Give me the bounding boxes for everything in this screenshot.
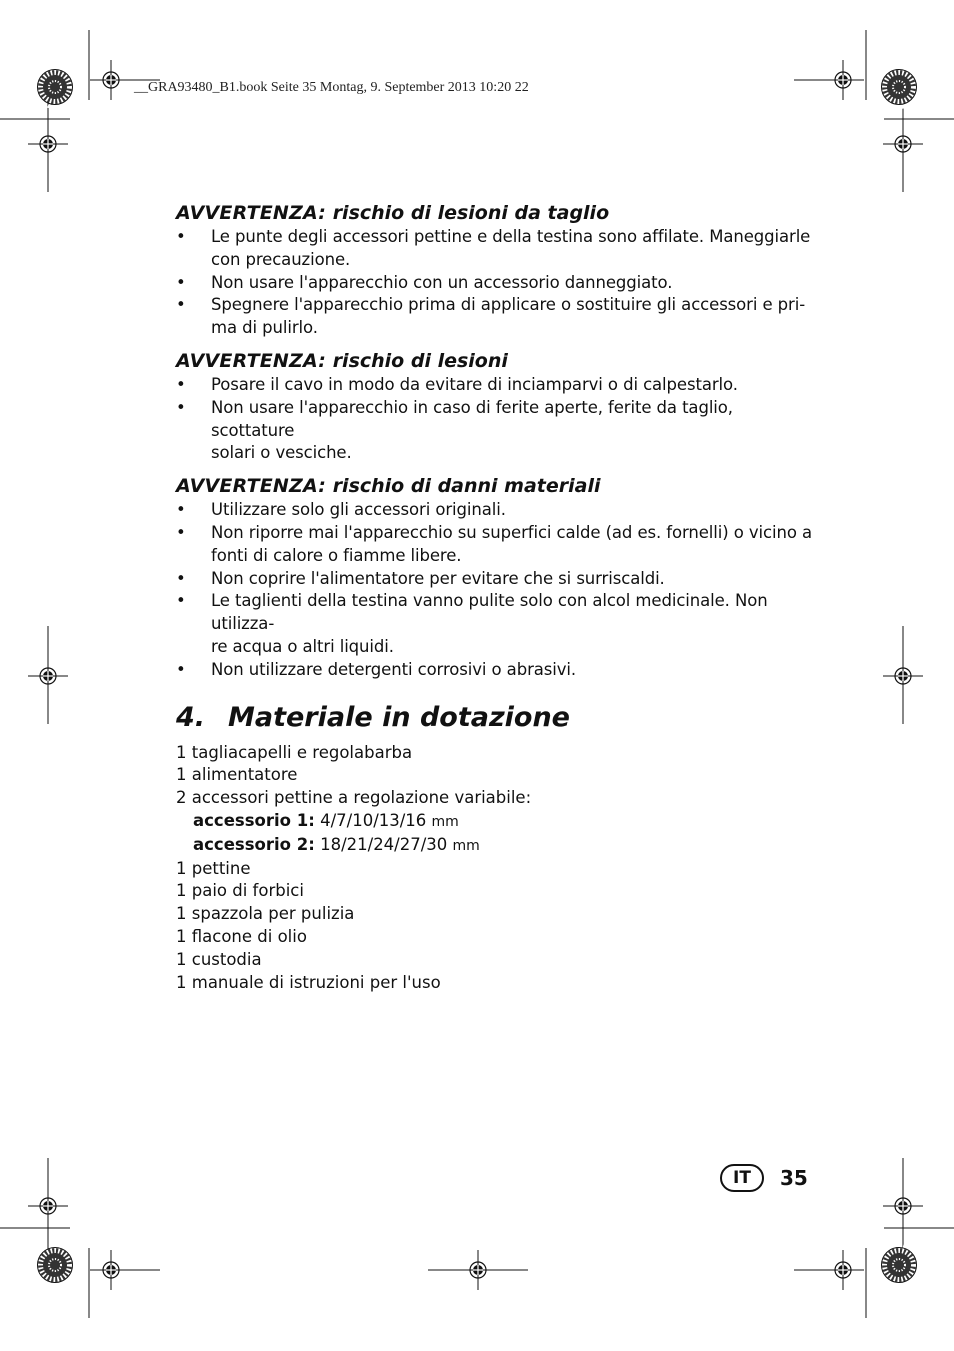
bullet-dot: • [176, 500, 186, 520]
warning-item [176, 397, 816, 465]
supply-item: 1 spazzola per pulizia [176, 904, 355, 924]
accessory-sizes: 4/7/10/13/16 [320, 810, 427, 830]
book-file-header: __GRA93480_B1.book Seite 35 Montag, 9. September 2013 10:20 22 [134, 80, 529, 95]
warning-title: rischio di danni materiali [332, 475, 601, 498]
page-footer [720, 1163, 808, 1193]
warning-item-line: Non coprire l'alimentatore per evitare che si surriscaldi. [211, 568, 665, 588]
warning-item-line: Le punte degli accessori pettine e della testina sono affilate. Maneggiarle [211, 227, 811, 246]
warning-item [176, 499, 816, 522]
warning-item-line: Non riporre mai l'apparecchio su superfici calde (ad es. fornelli) o vicino a [211, 522, 812, 542]
accessory-unit: mm [431, 813, 459, 830]
warning-item-line: Non usare l'apparecchio con un accessorio danneggiato. [211, 272, 673, 292]
warning-label: AVVERTENZA: [176, 202, 327, 224]
accessory-item [176, 810, 816, 834]
bullet-dot: • [176, 272, 186, 292]
warning-item-line: fonti di calore o fiamme libere. [211, 545, 462, 565]
accessory-label: accessorio 1: [193, 810, 315, 830]
warning-heading [176, 473, 816, 499]
supply-item: 1 tagliacapelli e regolabarba [176, 742, 413, 762]
warning-item-line: Non utilizzare detergenti corrosivi o abrasivi. [211, 659, 577, 679]
section-title: Materiale in dotazione [228, 701, 570, 733]
warning-item [176, 272, 816, 295]
accessory-item [176, 834, 816, 858]
accessory-sizes: 18/21/24/27/30 [320, 834, 448, 854]
warning-label: AVVERTENZA: [176, 475, 327, 498]
page-number: 35 [780, 1166, 808, 1190]
warning-item-line: Le taglienti della testina vanno pulite solo con alcol medicinale. Non utilizza- [211, 591, 768, 634]
bullet-dot: • [176, 227, 186, 246]
warning-item [176, 659, 816, 682]
warning-list [176, 374, 816, 465]
language-badge: IT [720, 1164, 764, 1192]
warning-list [176, 226, 816, 340]
supply-item: 1 flacone di olio [176, 926, 307, 946]
supply-item: 1 paio di forbici [176, 881, 304, 901]
warning-item-line: Non usare l'apparecchio in caso di ferite aperte, ferite da taglio, scottature [211, 397, 733, 440]
warning-item-line: ma di pulirlo. [211, 318, 318, 338]
warning-item [176, 294, 816, 340]
warning-item-line: solari o vesciche. [211, 443, 352, 463]
bullet-dot: • [176, 295, 186, 315]
warning-item-line: con precauzione. [211, 249, 351, 269]
warning-heading [176, 348, 816, 374]
bullet-dot: • [176, 568, 186, 588]
warning-item [176, 590, 816, 658]
manual-page-content [176, 200, 816, 994]
section-number: 4. [176, 701, 206, 733]
warning-item [176, 522, 816, 568]
bullet-dot: • [176, 659, 186, 679]
supply-item: 2 accessori pettine a regolazione variabile: [176, 788, 532, 808]
warning-item [176, 568, 816, 591]
warning-list [176, 499, 816, 681]
bullet-dot: • [176, 522, 186, 542]
accessory-unit: mm [452, 837, 480, 854]
accessory-label: accessorio 2: [193, 834, 315, 854]
section-heading [176, 700, 816, 736]
warning-label: AVVERTENZA: [176, 349, 327, 372]
warning-item [176, 226, 816, 272]
warnings-block [176, 200, 816, 682]
warning-item-line: re acqua o altri liquidi. [211, 636, 394, 656]
bullet-dot: • [176, 374, 186, 394]
supply-item: 1 pettine [176, 858, 251, 878]
supply-item: 1 manuale di istruzioni per l'uso [176, 972, 441, 992]
warning-title: rischio di lesioni da taglio [332, 202, 610, 224]
supply-list [176, 742, 816, 995]
bullet-dot: • [176, 397, 186, 417]
warning-item-line: Posare il cavo in modo da evitare di inciamparvi o di calpestarlo. [211, 374, 738, 394]
warning-title: rischio di lesioni [332, 349, 508, 372]
warning-heading [176, 200, 816, 226]
warning-item-line: Spegnere l'apparecchio prima di applicare o sostituire gli accessori e pri- [211, 295, 806, 315]
warning-item-line: Utilizzare solo gli accessori originali. [211, 500, 506, 520]
bullet-dot: • [176, 591, 186, 611]
supply-item: 1 alimentatore [176, 765, 298, 785]
warning-item [176, 374, 816, 397]
supply-item: 1 custodia [176, 949, 262, 969]
